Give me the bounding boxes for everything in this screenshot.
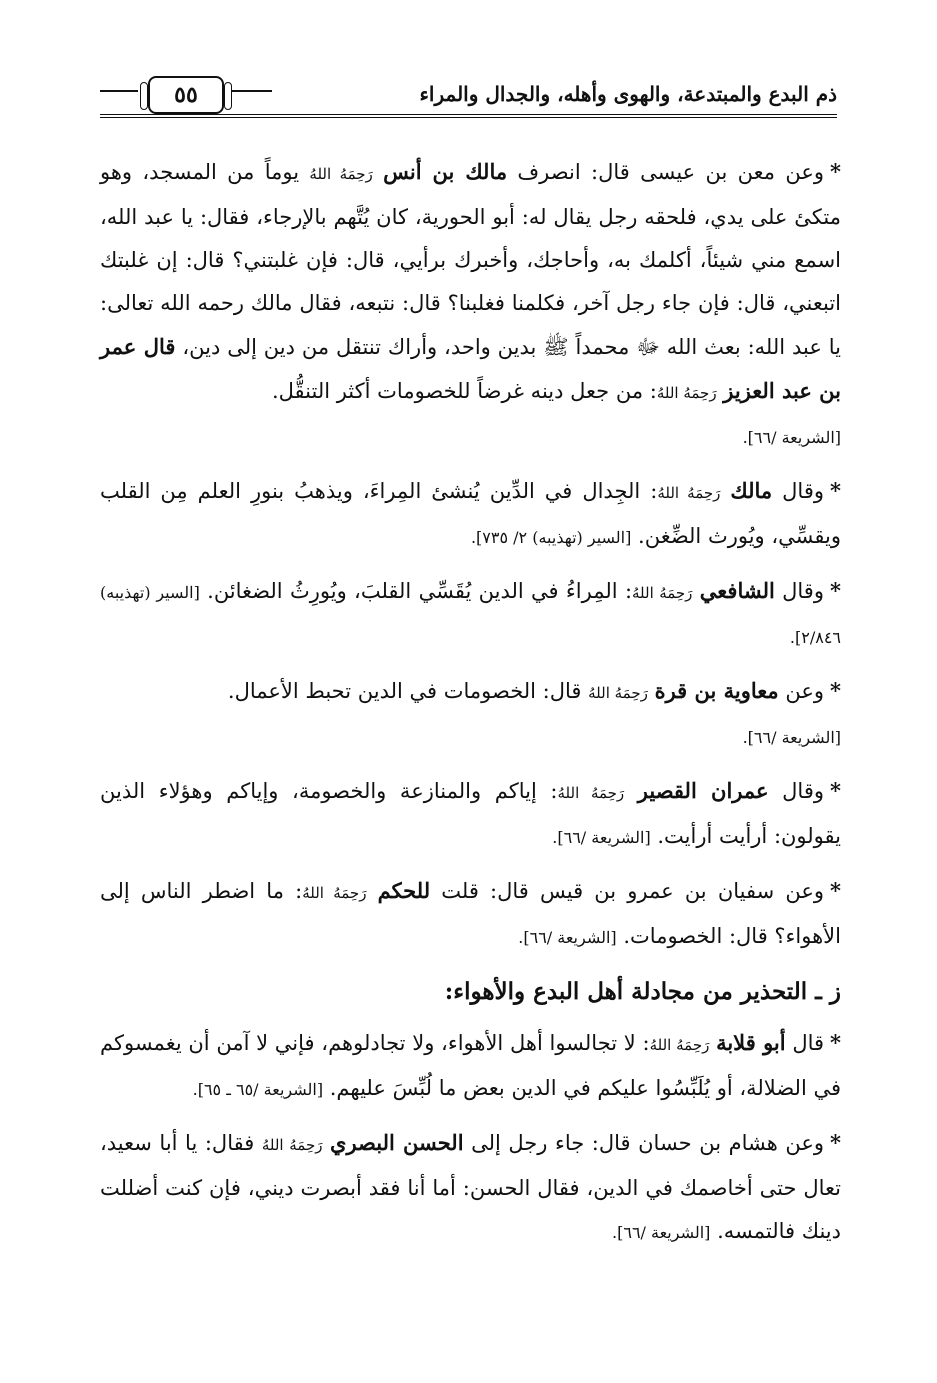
star-bullet: * [830, 1030, 841, 1055]
paragraph-sufyan [100, 869, 841, 959]
paragraph-lead: قال [785, 1031, 825, 1055]
honorific: رَحِمَهُ اللهُ [657, 484, 721, 502]
person-name: أبو قلابة [716, 1030, 786, 1055]
paragraph-text: قال: الخصومات في الدين تحبط الأعمال. [227, 679, 589, 703]
page-number: ٥٥ [148, 76, 224, 114]
star-bullet: * [830, 159, 841, 184]
paragraph-text: : إياكم والمنازعة والخصومة، وإياكم وهؤلاء الذين يقولون: أرأيت أرأيت. [100, 779, 841, 848]
paragraph-text: : من جعل دينه غرضاً للخصومات أكثر التنقُّل. [271, 379, 657, 403]
source-reference: [السير (تهذيبه) ٢/٨٤٦]. [100, 583, 841, 647]
person-name: للحكم [377, 878, 431, 903]
person-name: معاوية بن قرة [654, 678, 779, 703]
paragraph-abu-qilaba [100, 1021, 841, 1111]
honorific: رَحِمَهُ اللهُ [309, 165, 373, 183]
header-title: ذم البدع والمبتدعة، والهوى وأهله، والجدال والمراء [419, 82, 837, 106]
paragraph-lead: وقال [774, 579, 824, 603]
person-name: عمران القصير [637, 778, 769, 803]
header-rule-double [100, 117, 837, 118]
person-name: الشافعي [699, 578, 775, 603]
honorific: رَحِمَهُ اللهُ [302, 884, 367, 902]
person-name: قال عمر بن عبد العزيز [100, 334, 841, 403]
star-bullet: * [830, 778, 841, 803]
paragraph-text: : ما اضطر الناس إلى الأهواء؟ قال: الخصومات. [100, 879, 841, 948]
running-header [100, 68, 837, 124]
paragraph-lead: وقال [772, 479, 825, 503]
paragraph-text: يوماً من المسجد، وهو متكئ على يدي، فلحقه رجل يقال له: أبو الحورية، كان يُتَّهم بالإرجاء، فقال: يا عبد الله، اسمع مني شيئاً، أكلمك به، وأحاجك، وأخبرك برأيي، قال: فإن غلبتني؟ قال: إن غلبتك اتبعني، قال: فإن جاء رجل آخر، فكلمنا فغلبنا؟ قال: نتبعه، فقال مالك رحمه الله تعالى: يا عبد الله: بعث الله ﷻ محمداً ﷺ بدين واحد، وأراك تنتقل من دين إلى دين، [100, 160, 842, 359]
paragraph-malik [100, 469, 841, 559]
paragraph-text: : المِراءُ في الدين يُقَسِّي القلبَ، ويُورِثُ الضغائن. [199, 579, 633, 603]
star-bullet: * [830, 1130, 842, 1155]
source-reference: [الشريعة /٦٥ ـ ٦٥]. [192, 1080, 324, 1099]
source-reference: [الشريعة /٦٦]. [518, 928, 617, 947]
honorific: رَحِمَهُ اللهُ [261, 1136, 323, 1154]
person-name: مالك بن أنس [383, 159, 508, 184]
star-bullet: * [830, 878, 841, 903]
honorific: رَحِمَهُ اللهُ [649, 1036, 710, 1054]
paragraph-text: فقال: يا أبا سعيد، تعال حتى أخاصمك في الدين، فقال الحسن: أما أنا فقد أبصرت ديني، فإن كنت أضللت دينك فالتمسه. [100, 1131, 841, 1243]
paragraph-lead: وعن سفيان بن عمرو بن قيس قال: قلت [430, 879, 825, 903]
section-heading: ز ـ التحذير من مجادلة أهل البدع والأهواء: [444, 978, 841, 1005]
source-reference: [الشريعة /٦٦]. [612, 1223, 711, 1242]
paragraph-lead: وعن هشام بن حسان قال: جاء رجل إلى [463, 1131, 825, 1155]
star-bullet: * [830, 478, 841, 503]
source-reference: [الشريعة /٦٦]. [552, 828, 651, 847]
paragraph-lead: وعن [778, 679, 825, 703]
honorific: رَحِمَهُ اللهُ [557, 784, 625, 802]
paragraph-lead: وعن معن بن عيسى قال: انصرف [507, 160, 825, 184]
honorific: رَحِمَهُ اللهُ [632, 584, 693, 602]
person-name: الحسن البصري [330, 1130, 464, 1155]
page-body [100, 150, 841, 1264]
star-bullet: * [830, 578, 841, 603]
paragraph-imran [100, 769, 841, 859]
paragraph-maan-bin-isa [100, 150, 841, 459]
honorific: رَحِمَهُ اللهُ [588, 684, 648, 702]
paragraph-hisham [100, 1121, 841, 1254]
header-ornament-left [100, 90, 138, 92]
source-reference: [الشريعة /٦٦]. [742, 728, 841, 747]
source-reference: [السير (تهذيبه) ٢/ ٧٣٥]. [470, 528, 632, 547]
source-reference: [الشريعة /٦٦]. [742, 428, 841, 447]
person-name: مالك [730, 478, 773, 503]
star-bullet: * [830, 678, 841, 703]
paragraph-shafii [100, 569, 841, 659]
honorific: رَحِمَهُ اللهُ [656, 384, 717, 402]
paragraph-text: : الجِدال في الدِّين يُنشئ المِراءَ، ويذهبُ بنورِ العلم مِن القلب ويقسِّي، ويُورث الضِّغن. [100, 479, 841, 548]
paragraph-lead: وقال [768, 779, 825, 803]
paragraph-muawiya [100, 669, 841, 759]
paragraph-text: : لا تجالسوا أهل الأهواء، ولا تجادلوهم، فإني لا آمن أن يغمسوكم في الضلالة، أو يُلَبِّسُوا عليكم في الدين بعض ما لُبِّسَ عليهم. [100, 1031, 841, 1100]
header-ornament-right [232, 90, 272, 92]
header-rule [100, 114, 837, 115]
